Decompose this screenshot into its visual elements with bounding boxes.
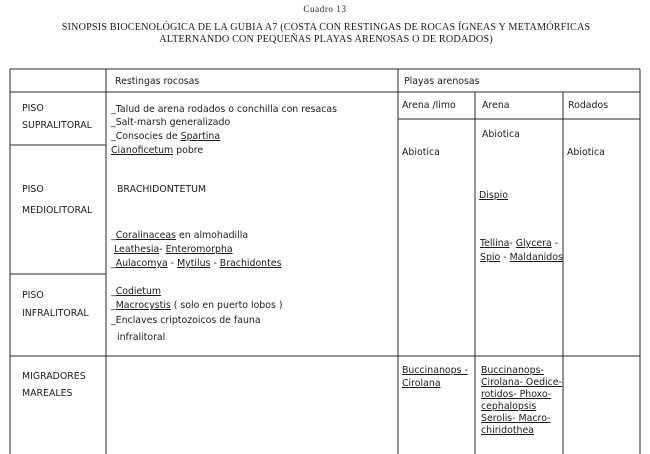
arena-fauna-line-2: Spio - Maldanidos (480, 252, 563, 263)
header-playas: Playas arenosas (404, 76, 480, 87)
label-piso-medio: PISO (22, 184, 44, 195)
label-mareales: MAREALES (22, 388, 73, 399)
medio-line-2: Leathesia- Enteromorpha (114, 244, 233, 255)
cirolana-limo: Cirolana (402, 378, 441, 389)
dispio: Dispio (479, 190, 508, 201)
header-arena-limo: Arena /limo (402, 100, 456, 111)
migr-arena-6: chiridothea (481, 425, 534, 436)
arena-fauna-line-1: Tellina- Glycera - (480, 238, 559, 249)
title-line-2: ALTERNANDO CON PEQUEÑAS PLAYAS ARENOSAS O DE RODADOS) (159, 33, 493, 45)
label-migradores: MIGRADORES (22, 371, 86, 382)
header-restingas: Restingas rocosas (115, 76, 200, 87)
migr-arena-2: Cirolana- Oedice- (481, 377, 562, 388)
label-piso-infra: PISO (22, 290, 44, 301)
label-mediolitoral: MEDIOLITORAL (22, 205, 93, 216)
abiotica-limo: Abiotica (402, 147, 440, 158)
supra-line-1: _Talud de arena rodados o conchilla con resacas (111, 104, 338, 115)
brachidontetum: BRACHIDONTETUM (117, 184, 207, 195)
migr-arena-5: Serolis- Macro- (481, 413, 551, 424)
header-rodados: Rodados (568, 100, 609, 111)
medio-line-3: _Aulacomya - Mytilus - Brachidontes (111, 258, 282, 269)
buccinanops-limo: Buccinanops - (402, 365, 468, 376)
infra-line-3: _Enclaves criptozoicos de fauna (111, 315, 261, 326)
medio-line-1: _Coralinaceas en almohadilla (111, 230, 249, 241)
supra-line-2: _Salt-marsh generalizado (111, 117, 231, 128)
label-supralitoral: SUPRALITORAL (22, 120, 92, 131)
infra-line-2: _Macrocystis ( solo en puerto lobos ) (111, 300, 283, 311)
supra-line-4: Cianoficetum pobre (111, 145, 204, 156)
abiotica-rodados: Abiotica (567, 147, 605, 158)
infra-line-1: _Codietum (111, 286, 162, 297)
supra-line-3: _Consocies de Spartina (111, 131, 221, 142)
table-caption: Cuadro 13 (303, 4, 347, 14)
label-infralitoral: INFRALITORAL (22, 308, 89, 319)
header-arena: Arena (482, 100, 510, 111)
migr-arena-1: Buccinanops- (481, 365, 544, 376)
migr-arena-4: cephalopsis (481, 401, 537, 412)
label-piso-supra: PISO (22, 103, 44, 114)
abiotica-arena: Abiotica (482, 129, 520, 140)
title-line-1: SINOPSIS BIOCENOLÓGICA DE LA GUBIA A7 (COSTA CON RESTINGAS DE ROCAS ÍGNEAS Y METAMÓRFICAS (61, 22, 591, 33)
infra-line-4: infralitoral (117, 332, 166, 343)
migr-arena-3: rotidos- Phoxo- (481, 389, 552, 400)
